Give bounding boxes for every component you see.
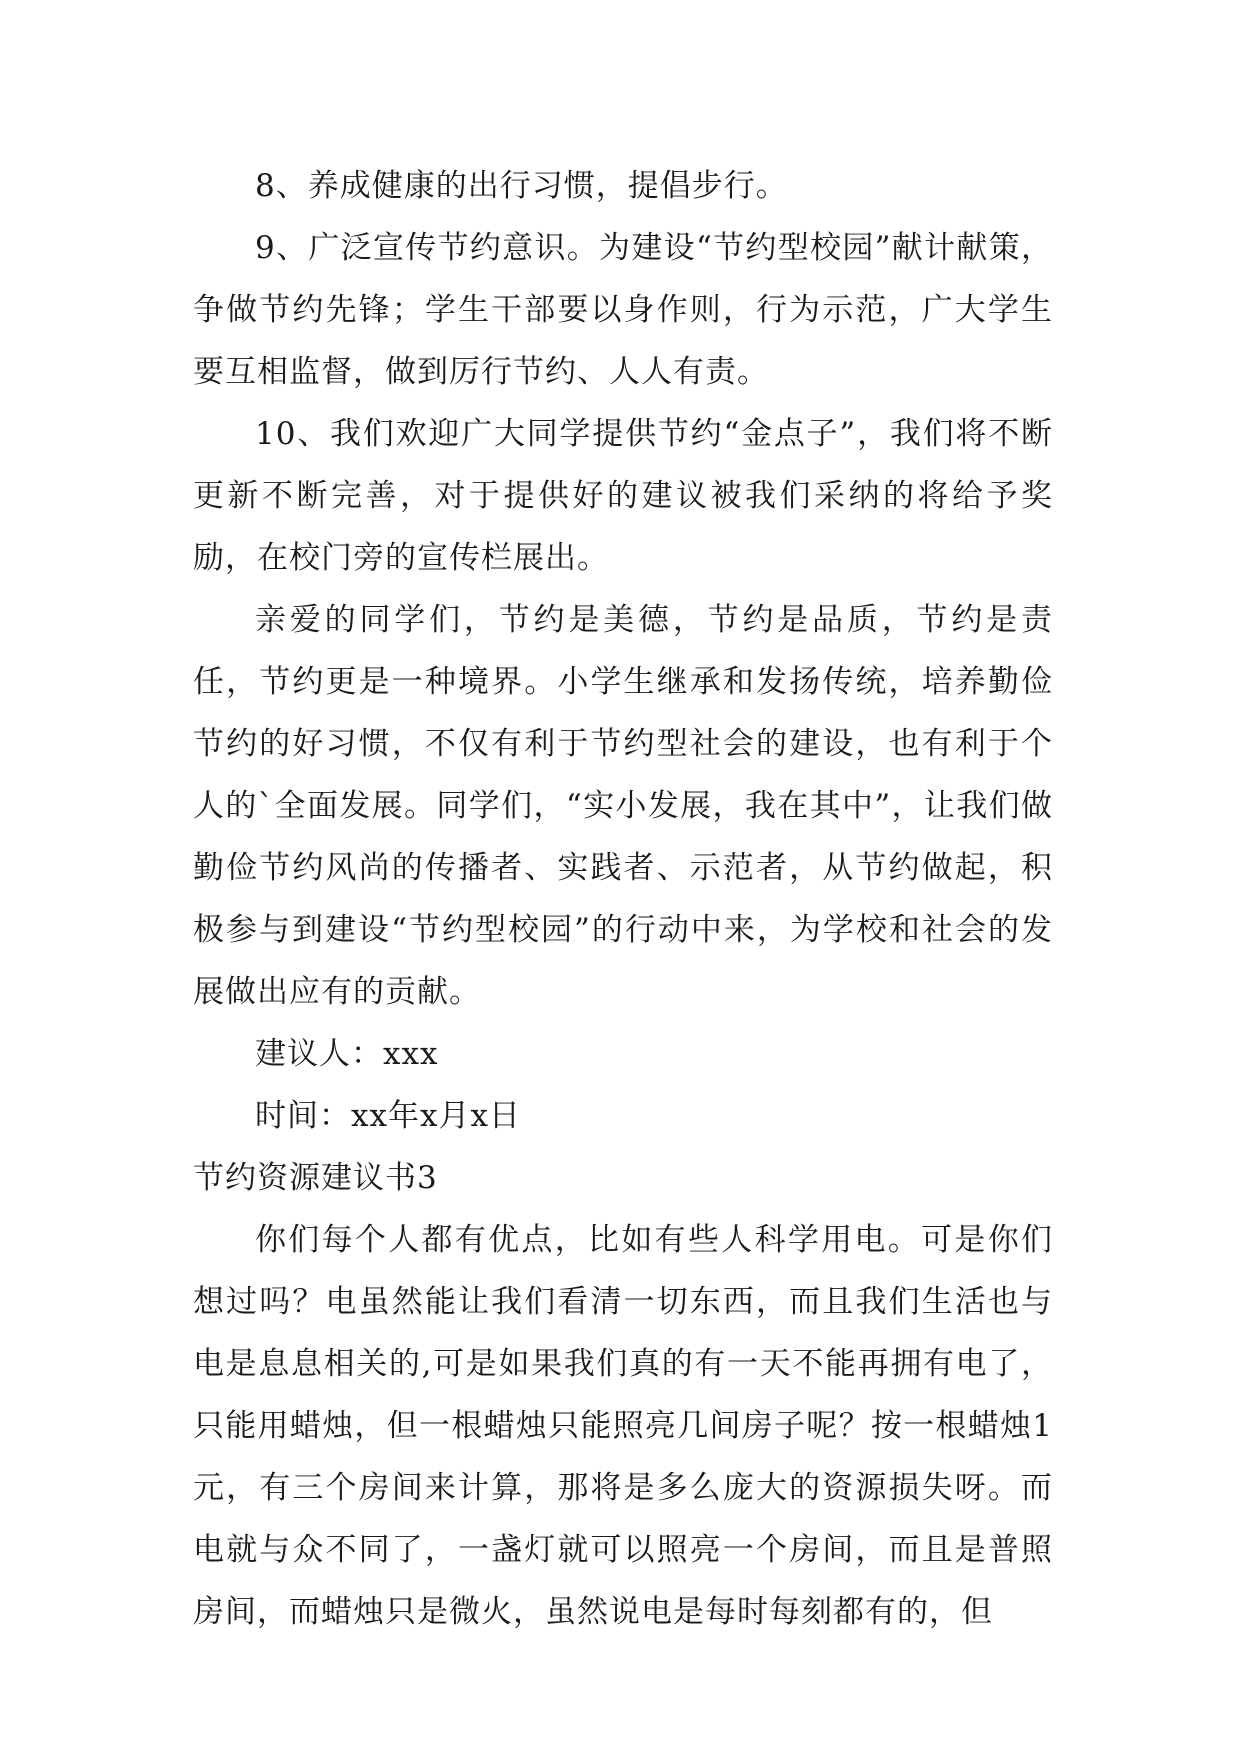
paragraph-item-10: 10、我们欢迎广大同学提供节约“金点子”，我们将不断更新不断完善，对于提供好的建议被我们采纳的将给予奖励，在校门旁的宣传栏展出。 (193, 416, 1053, 576)
closing-paragraph: 亲爱的同学们，节约是美德，节约是品质，节约是责任，节约更是一种境界。小学生继承和发扬传统，培养勤俭节约的好习惯，不仅有利于节约型社会的建设，也有利于个人的`全面发展。同学们，“实小发展，我在其中”，让我们做勤俭节约风尚的传播者、实践者、示范者，从节约做起，积极参与到建设“节约型校园”的行动中来，为学校和社会的发展做出应有的贡献。 (193, 602, 1053, 1010)
signature-line: 建议人：xxx (255, 1036, 439, 1072)
document-body (193, 155, 1053, 1643)
paragraph-item-9: 9、广泛宣传节约意识。为建设“节约型校园”献计献策，争做节约先锋；学生干部要以身作则，行为示范，广大学生要互相监督，做到厉行节约、人人有责。 (193, 230, 1053, 390)
section-paragraph: 你们每个人都有优点，比如有些人科学用电。可是你们想过吗？电虽然能让我们看清一切东西，而且我们生活也与电是息息相关的,可是如果我们真的有一天不能再拥有电了，只能用蜡烛，但一根蜡烛只能照亮几间房子呢？按一根蜡烛1元，有三个房间来计算，那将是多么庞大的资源损失呀。而电就与众不同了，一盏灯就可以照亮一个房间，而且是普照房间，而蜡烛只是微火，虽然说电是每时每刻都有的，但 (193, 1222, 1053, 1630)
date-line: 时间：xx年x月x日 (255, 1098, 521, 1134)
paragraph-item-8: 8、养成健康的出行习惯，提倡步行。 (255, 168, 788, 204)
section-title: 节约资源建议书3 (193, 1160, 438, 1196)
